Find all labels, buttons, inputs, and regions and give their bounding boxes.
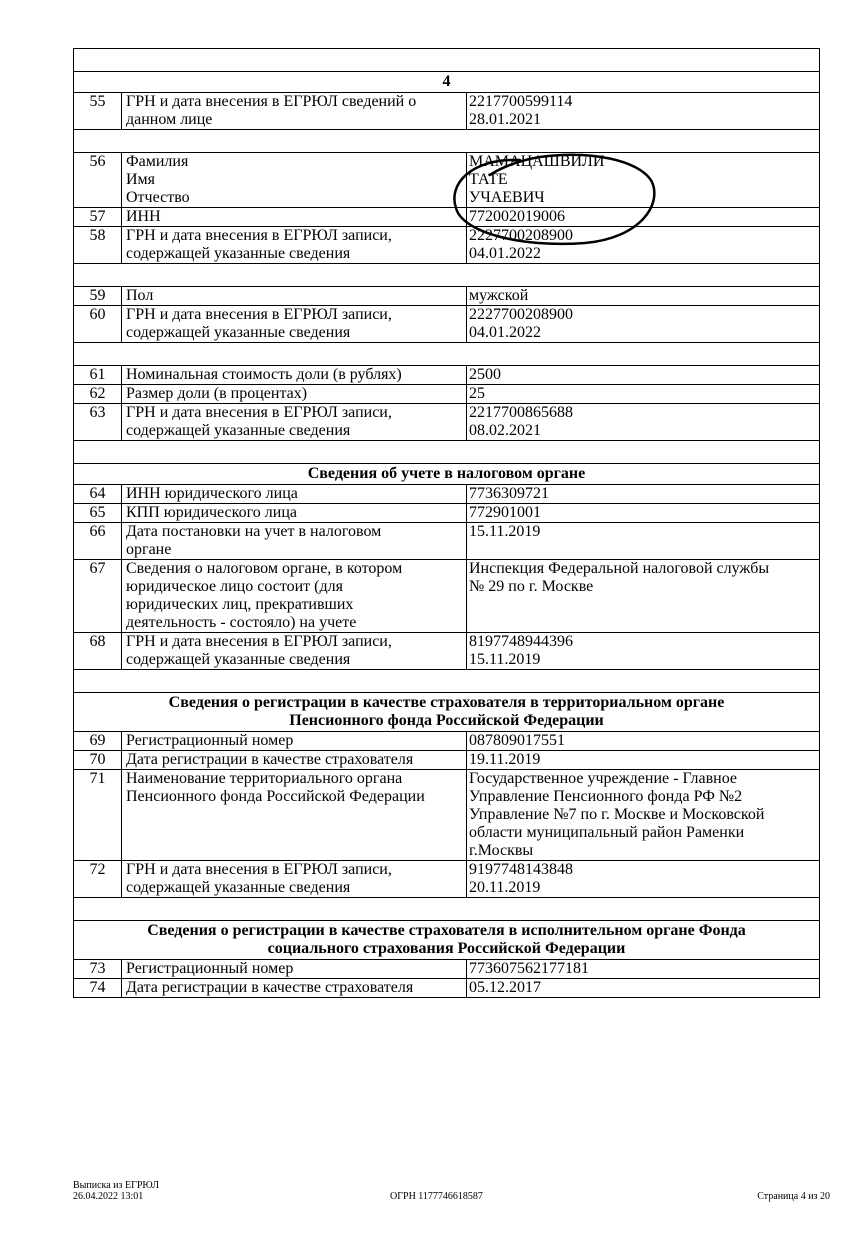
row-label — [122, 485, 467, 504]
row-label — [122, 287, 467, 306]
label-line: юридических лиц, прекративших — [126, 596, 354, 613]
row-value — [467, 960, 820, 979]
row-value — [467, 208, 820, 227]
label-line: содержащей указанные сведения — [126, 324, 351, 341]
label-line: содержащей указанные сведения — [126, 245, 351, 262]
row-value — [467, 751, 820, 770]
table-row — [74, 732, 820, 751]
value-line: 2227700208900 — [469, 227, 573, 244]
value-line: ТАТЕ — [469, 171, 508, 188]
row-value — [467, 93, 820, 130]
value-line: 04.01.2022 — [469, 324, 541, 341]
row-number: 65 — [74, 504, 122, 523]
row-label — [122, 227, 467, 264]
label-line: ГРН и дата внесения в ЕГРЮЛ записи, — [126, 227, 392, 244]
value-line: 7736309721 — [469, 485, 549, 502]
row-value — [467, 404, 820, 441]
value-line: 15.11.2019 — [469, 523, 541, 540]
table-row — [74, 366, 820, 385]
value-line: Управление №7 по г. Москве и Московской — [469, 806, 765, 823]
label-line: содержащей указанные сведения — [126, 651, 351, 668]
value-line: области муниципальный район Раменки — [469, 824, 745, 841]
row-number: 57 — [74, 208, 122, 227]
row-value — [467, 287, 820, 306]
value-line: 20.11.2019 — [469, 879, 541, 896]
row-number: 66 — [74, 523, 122, 560]
table-row — [74, 560, 820, 633]
table-row — [74, 306, 820, 343]
section-title — [74, 921, 820, 960]
value-line: № 29 по г. Москве — [469, 578, 594, 595]
table-row — [74, 208, 820, 227]
row-number: 63 — [74, 404, 122, 441]
label-line: Регистрационный номер — [126, 960, 294, 977]
table-row — [74, 287, 820, 306]
label-line: КПП юридического лица — [126, 504, 297, 521]
value-line: 2500 — [469, 366, 501, 383]
label-line: ГРН и дата внесения в ЕГРЮЛ записи, — [126, 633, 392, 650]
row-label — [122, 523, 467, 560]
row-value — [467, 861, 820, 898]
row-label — [122, 366, 467, 385]
label-line: ИНН юридического лица — [126, 485, 298, 502]
section-header-tax — [74, 464, 820, 485]
row-value — [467, 306, 820, 343]
value-line: мужской — [469, 287, 529, 304]
row-value — [467, 633, 820, 670]
spacer-row — [74, 130, 820, 153]
row-number: 71 — [74, 770, 122, 861]
label-line: юридическое лицо состоит (для — [126, 578, 343, 595]
value-line: 08.02.2021 — [469, 422, 541, 439]
table-row — [74, 633, 820, 670]
row-label — [122, 504, 467, 523]
value-line: 772002019006 — [469, 208, 565, 225]
label-line: содержащей указанные сведения — [126, 879, 351, 896]
row-label — [122, 960, 467, 979]
table-row — [74, 523, 820, 560]
section-title — [74, 693, 820, 732]
row-value — [467, 523, 820, 560]
label-line: Пенсионного фонда Российской Федерации — [126, 788, 425, 805]
value-line: 05.12.2017 — [469, 979, 541, 996]
row-value — [467, 366, 820, 385]
row-label — [122, 385, 467, 404]
label-line: ИНН — [126, 208, 161, 225]
section-title-line: Сведения о регистрации в качестве страхователя в исполнительном органе Фонда — [147, 922, 746, 939]
row-number: 68 — [74, 633, 122, 670]
label-line: Имя — [126, 171, 156, 188]
row-label — [122, 861, 467, 898]
label-line: Дата регистрации в качестве страхователя — [126, 751, 414, 768]
row-value — [467, 227, 820, 264]
row-number: 55 — [74, 93, 122, 130]
row-label — [122, 560, 467, 633]
label-line: ГРН и дата внесения в ЕГРЮЛ записи, — [126, 404, 392, 421]
label-line: содержащей указанные сведения — [126, 422, 351, 439]
footer-page-counter: Страница 4 из 20 — [757, 1191, 830, 1202]
table-row — [74, 404, 820, 441]
value-line: г.Москвы — [469, 842, 534, 859]
section-header-pension — [74, 693, 820, 732]
section-title-line: Сведения о регистрации в качестве страхователя в территориальном органе — [168, 694, 725, 711]
value-line: 28.01.2021 — [469, 111, 541, 128]
table-row — [74, 770, 820, 861]
section-title-line: Пенсионного фонда Российской Федерации — [289, 712, 604, 729]
row-value — [467, 504, 820, 523]
row-value — [467, 732, 820, 751]
label-line: данном лице — [126, 111, 213, 128]
footer-extract-info — [73, 1180, 159, 1202]
row-number: 69 — [74, 732, 122, 751]
row-number: 60 — [74, 306, 122, 343]
footer-title: Выписка из ЕГРЮЛ — [73, 1180, 159, 1191]
label-line: Номинальная стоимость доли (в рублях) — [126, 366, 402, 383]
label-line: Пол — [126, 287, 154, 304]
section-header-social — [74, 921, 820, 960]
label-line: Регистрационный номер — [126, 732, 294, 749]
spacer-row — [74, 264, 820, 287]
row-label — [122, 633, 467, 670]
spacer-row — [74, 343, 820, 366]
table-row — [74, 504, 820, 523]
value-line: 2217700599114 — [469, 93, 573, 110]
row-label — [122, 153, 467, 208]
row-value — [467, 770, 820, 861]
value-line: 9197748143848 — [469, 861, 573, 878]
table-row — [74, 227, 820, 264]
value-line: МАМАЦАШВИЛИ — [469, 153, 605, 170]
section-title-line: социального страхования Российской Федерации — [267, 940, 626, 957]
spacer-row — [74, 898, 820, 921]
row-value — [467, 385, 820, 404]
table-row — [74, 960, 820, 979]
row-value — [467, 485, 820, 504]
page-number: 4 — [74, 72, 820, 93]
row-number: 59 — [74, 287, 122, 306]
table-row — [74, 751, 820, 770]
table-row — [74, 979, 820, 998]
value-line: 772901001 — [469, 504, 541, 521]
page-number-row — [74, 72, 820, 93]
row-value — [467, 153, 820, 208]
row-label — [122, 979, 467, 998]
row-number: 62 — [74, 385, 122, 404]
label-line: органе — [126, 541, 172, 558]
row-label — [122, 208, 467, 227]
value-line: УЧАЕВИЧ — [469, 189, 545, 206]
table-row — [74, 153, 820, 208]
row-label — [122, 770, 467, 861]
row-number: 61 — [74, 366, 122, 385]
footer-date: 26.04.2022 13:01 — [73, 1191, 144, 1202]
label-line: ГРН и дата внесения в ЕГРЮЛ записи, — [126, 306, 392, 323]
row-label — [122, 732, 467, 751]
row-number: 70 — [74, 751, 122, 770]
value-line: 087809017551 — [469, 732, 565, 749]
value-line: Инспекция Федеральной налоговой службы — [469, 560, 770, 577]
table-row — [74, 861, 820, 898]
label-line: Дата регистрации в качестве страхователя — [126, 979, 414, 996]
label-line: Дата постановки на учет в налоговом — [126, 523, 382, 540]
row-label — [122, 93, 467, 130]
section-title: Сведения об учете в налоговом органе — [74, 464, 820, 485]
value-line: 773607562177181 — [469, 960, 589, 977]
table-row — [74, 485, 820, 504]
table-row — [74, 385, 820, 404]
label-line: ГРН и дата внесения в ЕГРЮЛ записи, — [126, 861, 392, 878]
row-value — [467, 979, 820, 998]
spacer-row — [74, 670, 820, 693]
value-line: Управление Пенсионного фонда РФ №2 — [469, 788, 743, 805]
label-line: ГРН и дата внесения в ЕГРЮЛ сведений о — [126, 93, 417, 110]
row-number: 67 — [74, 560, 122, 633]
label-line: Фамилия — [126, 153, 189, 170]
value-line: 2217700865688 — [469, 404, 573, 421]
spacer-row — [74, 49, 820, 72]
value-line: 8197748944396 — [469, 633, 573, 650]
label-line: Отчество — [126, 189, 190, 206]
value-line: Государственное учреждение - Главное — [469, 770, 737, 787]
egrul-extract-table — [73, 48, 820, 998]
row-number: 72 — [74, 861, 122, 898]
table-row — [74, 93, 820, 130]
row-label — [122, 404, 467, 441]
row-number: 73 — [74, 960, 122, 979]
row-number: 74 — [74, 979, 122, 998]
value-line: 04.01.2022 — [469, 245, 541, 262]
value-line: 19.11.2019 — [469, 751, 541, 768]
value-line: 15.11.2019 — [469, 651, 541, 668]
value-line: 25 — [469, 385, 485, 402]
footer-ogrn: ОГРН 1177746618587 — [390, 1191, 483, 1202]
label-line: Сведения о налоговом органе, в котором — [126, 560, 403, 577]
row-label — [122, 751, 467, 770]
row-label — [122, 306, 467, 343]
spacer-row — [74, 441, 820, 464]
row-number: 58 — [74, 227, 122, 264]
value-line: 2227700208900 — [469, 306, 573, 323]
label-line: Наименование территориального органа — [126, 770, 403, 787]
row-number: 56 — [74, 153, 122, 208]
label-line: деятельность - состояло) на учете — [126, 614, 357, 631]
row-number: 64 — [74, 485, 122, 504]
label-line: Размер доли (в процентах) — [126, 385, 308, 402]
row-value — [467, 560, 820, 633]
